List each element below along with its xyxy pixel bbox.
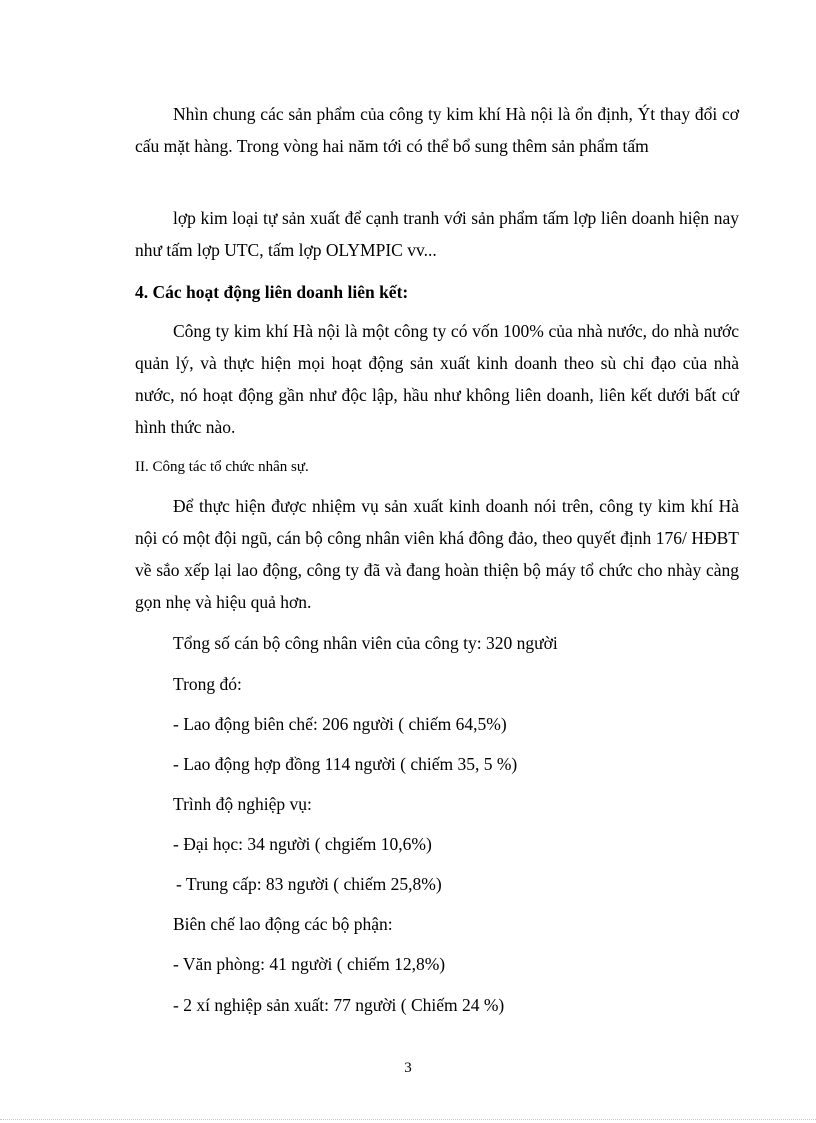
line-factories: - 2 xí nghiệp sản xuất: 77 người ( Chiếm 24 %): [173, 995, 505, 1015]
line-intermediate: - Trung cấp: 83 người ( chiếm 25,8%): [176, 874, 442, 894]
line-permanent-labor: - Lao động biên chế: 206 người ( chiếm 64,5%): [173, 714, 507, 734]
line-of-which: Trong đó:: [173, 674, 242, 694]
line-qualification-heading: Trình độ nghiệp vụ:: [173, 794, 312, 814]
page-bottom-divider: [0, 1119, 816, 1120]
line-total-staff: Tổng số cán bộ công nhân viên của công ty: 320 người: [173, 633, 558, 653]
line-department-heading: Biên chế lao động các bộ phận:: [173, 914, 393, 934]
line-office: - Văn phòng: 41 người ( chiếm 12,8%): [173, 954, 446, 974]
heading-joint-ventures: 4. Các hoạt động liên doanh liên kết:: [135, 282, 409, 302]
paragraph-workforce: Để thực hiện được nhiệm vụ sản xuất kinh doanh nói trên, công ty kim khí Hà nội có một đội ngũ, cán bộ công nhân viên khá đông đảo, theo quyết định 176/ HĐBT về sắo xếp lại lao động, công ty đã và đang hoàn thiện bộ máy tổ chức cho nhày càng gọn nhẹ và hiệu quả hơn.: [135, 496, 739, 612]
paragraph-products-stability: Nhìn chung các sản phẩm của công ty kim khí Hà nội là ổn định, Ýt thay đổi cơ cấu mặt hàng. Trong vòng hai năm tới có thể bổ sung thêm sản phẩm tấm: [135, 104, 739, 156]
paragraph-state-ownership: Công ty kim khí Hà nội là một công ty có vốn 100% của nhà nước, do nhà nước quản lý, và thực hiện mọi hoạt động sản xuất kinh doanh theo sù chỉ đạo của nhà nước, nó hoạt động gần như độc lập, hầu như không liên doanh, liên kết dưới bất cứ hình thức nào.: [135, 321, 739, 437]
page-number: 3: [404, 1060, 412, 1076]
line-university: - Đại học: 34 người ( chgiếm 10,6%): [173, 834, 432, 854]
line-contract-labor: - Lao động hợp đồng 114 người ( chiếm 35, 5 %): [173, 754, 518, 774]
paragraph-roofing-sheets: lợp kim loại tự sản xuất để cạnh tranh với sản phẩm tấm lợp liên doanh hiện nay như tấm lợp UTC, tấm lợp OLYMPIC vv...: [135, 208, 739, 260]
heading-personnel-organization: II. Công tác tổ chức nhân sự.: [135, 459, 309, 475]
